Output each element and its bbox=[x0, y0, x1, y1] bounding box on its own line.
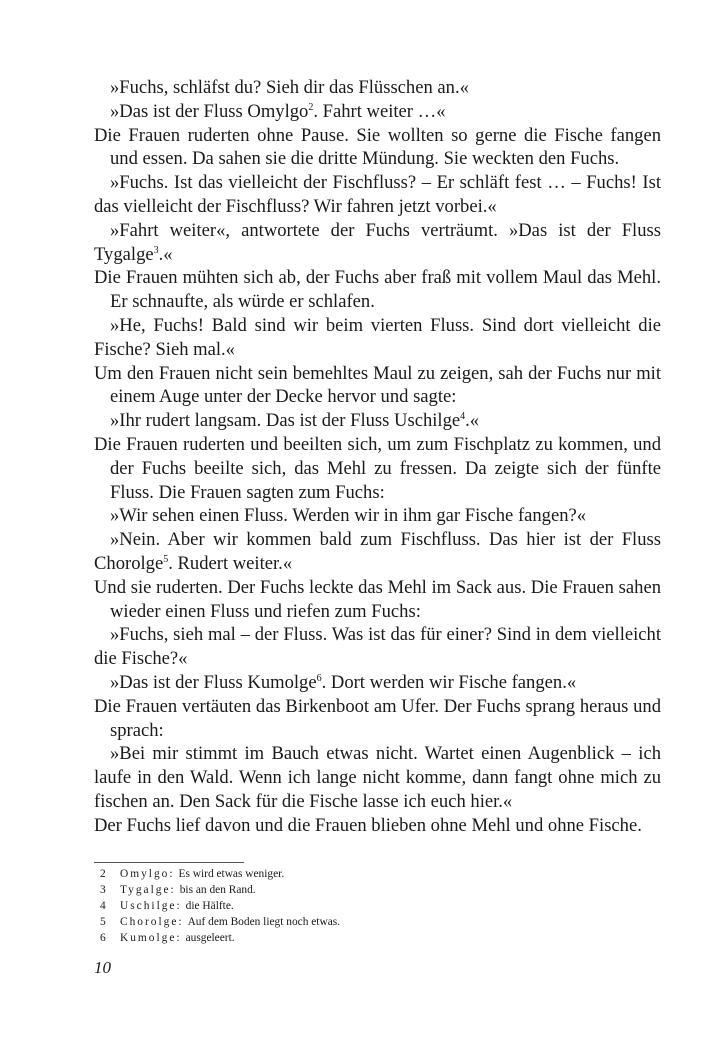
paragraph-12: »Nein. Aber wir kommen bald zum Fischfluss. Das hier ist der Fluss Chorolge$^5$. Rudert weiter.« bbox=[94, 529, 661, 574]
footnote-text: Es wird etwas weniger. bbox=[178, 868, 285, 880]
paragraph-14: »Fuchs, sieh mal – der Fluss. Was ist das für einer? Sind in dem vielleicht die Fische?« bbox=[94, 624, 661, 670]
paragraph-7: »He, Fuchs! Bald sind wir beim vierten Fluss. Sind dort vielleicht die Fische? Sieh mal.« bbox=[94, 314, 661, 360]
footnote-ref-2[interactable]: 2 bbox=[308, 101, 314, 113]
footnote-ref-6[interactable]: 6 bbox=[316, 672, 322, 684]
footnote-number: 2 bbox=[100, 868, 106, 880]
footnote-ref-5[interactable]: 5 bbox=[163, 553, 169, 565]
footnote-term: Uschilge: bbox=[120, 900, 182, 912]
footnote-5 bbox=[94, 914, 654, 930]
footnote-4 bbox=[94, 898, 654, 914]
footnote-6 bbox=[94, 930, 654, 946]
paragraph-8: Um den Frauen nicht sein bemehltes Maul zu zeigen, sah der Fuchs nur mit einem Auge unter der Decke hervor und sagte: bbox=[94, 362, 661, 408]
paragraph-18: Der Fuchs lief davon und die Frauen blieben ohne Mehl und ohne Fische. bbox=[94, 814, 642, 836]
footnote-number: 4 bbox=[100, 900, 106, 912]
paragraph-16: Die Frauen vertäuten das Birkenboot am Ufer. Der Fuchs sprang heraus und sprach: bbox=[94, 695, 661, 741]
footnote-term: Chorolge: bbox=[120, 916, 184, 928]
paragraph-10: Die Frauen ruderten und beeilten sich, um zum Fischplatz zu kommen, und der Fuchs beeilte sich, das Mehl zu fressen. Da zeigte sich der fünfte Fluss. Die Frauen sagten zum Fuchs: bbox=[94, 433, 661, 503]
footnote-number: 3 bbox=[100, 884, 106, 896]
paragraph-4: »Fuchs. Ist das vielleicht der Fischfluss? – Er schläft fest … – Fuchs! Ist das vielleicht der Fischfluss? Wir fahren jetzt vorbei.« bbox=[94, 172, 661, 217]
paragraph-2: »Das ist der Fluss Omylgo$^2$. Fahrt weiter …« bbox=[110, 100, 446, 122]
footnote-term: Omylgo: bbox=[120, 868, 175, 880]
footnote-number: 5 bbox=[100, 916, 106, 928]
paragraph-1: »Fuchs, schläfst du? Sieh dir das Flüsschen an.« bbox=[110, 77, 469, 98]
paragraph-6: Die Frauen mühten sich ab, der Fuchs aber fraß mit vollem Maul das Mehl. Er schnaufte, als würde er schlafen. bbox=[94, 267, 661, 313]
page-number: 10 bbox=[94, 958, 111, 977]
page-body bbox=[94, 76, 661, 838]
paragraph-3: Die Frauen ruderten ohne Pause. Sie wollten so gerne die Fische fangen und essen. Da sahen sie die dritte Mündung. Sie weckten den Fuchs. bbox=[94, 124, 661, 170]
footnote-number: 6 bbox=[100, 932, 106, 944]
footnote-text: die Hälfte. bbox=[185, 900, 234, 912]
footnote-3 bbox=[94, 882, 654, 898]
paragraph-13: Und sie ruderten. Der Fuchs leckte das Mehl im Sack aus. Die Frauen sahen wieder einen Fluss und riefen zum Fuchs: bbox=[94, 576, 661, 622]
footnote-ref-4[interactable]: 4 bbox=[460, 410, 466, 422]
footnote-text: Auf dem Boden liegt noch etwas. bbox=[187, 916, 341, 928]
paragraph-9: »Ihr rudert langsam. Das ist der Fluss Uschilge$^4$.« bbox=[110, 410, 480, 432]
footnote-2 bbox=[94, 866, 654, 882]
footnotes bbox=[94, 866, 654, 946]
footnote-term: Kumolge: bbox=[120, 932, 182, 944]
paragraph-17: »Bei mir stimmt im Bauch etwas nicht. Wartet einen Augenblick – ich laufe in den Wald. Wenn ich lange nicht komme, dann fangt ohne mich zu fischen an. Den Sack für die Fische lasse ich euch hier.« bbox=[94, 743, 661, 812]
footnote-text: ausgeleert. bbox=[185, 932, 235, 944]
paragraph-5: »Fahrt weiter«, antwortete der Fuchs verträumt. »Das ist der Fluss Tygalge$^3$.« bbox=[94, 219, 661, 265]
footnote-term: Tygalge: bbox=[120, 884, 176, 896]
footnote-ref-3[interactable]: 3 bbox=[153, 244, 159, 256]
footnote-text: bis an den Rand. bbox=[179, 884, 256, 896]
paragraph-15: »Das ist der Fluss Kumolge$^6$. Dort werden wir Fische fangen.« bbox=[110, 671, 577, 693]
footnote-separator bbox=[94, 862, 244, 863]
paragraph-11: »Wir sehen einen Fluss. Werden wir in ihm gar Fische fangen?« bbox=[110, 505, 587, 527]
